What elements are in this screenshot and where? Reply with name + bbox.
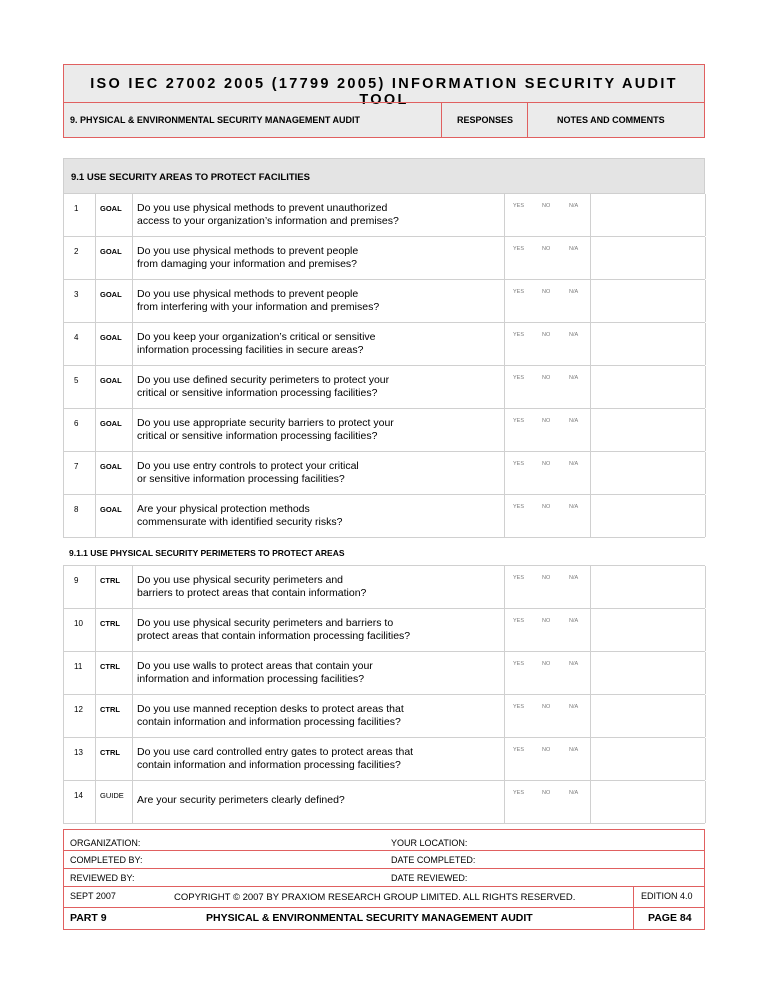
location-label: YOUR LOCATION: xyxy=(391,838,468,848)
page-number: PAGE 84 xyxy=(648,912,692,924)
response-yes[interactable]: YES xyxy=(513,203,525,209)
table-row xyxy=(63,280,705,323)
row-type: GOAL xyxy=(100,333,122,342)
response-yes[interactable]: YES xyxy=(513,246,525,252)
response-yes[interactable]: YES xyxy=(513,575,525,581)
question-text xyxy=(137,331,499,357)
response-cell xyxy=(504,781,591,823)
question-text xyxy=(137,746,499,772)
notes-cell[interactable] xyxy=(590,237,706,279)
question-text xyxy=(137,574,499,600)
row-type-cell xyxy=(94,323,133,365)
row-number: 12 xyxy=(74,705,83,714)
row-number: 4 xyxy=(74,333,79,342)
response-no[interactable]: NO xyxy=(542,246,551,252)
response-yes[interactable]: YES xyxy=(513,289,525,295)
question-line: Do you use physical methods to prevent people xyxy=(137,288,359,300)
response-cell xyxy=(504,323,591,365)
table-row xyxy=(63,194,705,237)
notes-cell[interactable] xyxy=(590,652,706,694)
row-number-cell xyxy=(63,652,96,694)
header-divider-vertical xyxy=(527,102,528,137)
question-cell xyxy=(132,695,505,737)
question-line: protect areas that contain information processing facilities? xyxy=(137,630,411,642)
response-cell xyxy=(504,738,591,780)
responses-heading: RESPONSES xyxy=(457,115,514,125)
row-type-cell xyxy=(94,280,133,322)
section-heading: 9. PHYSICAL & ENVIRONMENTAL SECURITY MANAGEMENT AUDIT xyxy=(70,115,361,125)
row-type-cell xyxy=(94,566,133,608)
table-row xyxy=(63,495,705,538)
response-na[interactable]: N/A xyxy=(569,289,579,295)
question-line: critical or sensitive information processing facilities? xyxy=(137,387,378,399)
response-yes[interactable]: YES xyxy=(513,747,525,753)
notes-cell[interactable] xyxy=(590,366,706,408)
response-yes[interactable]: YES xyxy=(513,418,525,424)
question-cell xyxy=(132,237,505,279)
table-row xyxy=(63,609,705,652)
question-cell xyxy=(132,738,505,780)
response-cell xyxy=(504,194,591,236)
part-title: PHYSICAL & ENVIRONMENTAL SECURITY MANAGEMENT AUDIT xyxy=(206,912,533,924)
row-type-cell xyxy=(94,652,133,694)
question-cell xyxy=(132,652,505,694)
row-number: 11 xyxy=(74,662,83,671)
subsection-title: 9.1.1 USE PHYSICAL SECURITY PERIMETERS TO PROTECT AREAS xyxy=(69,548,345,558)
response-na[interactable]: N/A xyxy=(569,332,579,338)
completed-by-label: COMPLETED BY: xyxy=(70,855,143,865)
date-reviewed-label: DATE REVIEWED: xyxy=(391,873,468,883)
table-row xyxy=(63,409,705,452)
question-line: commensurate with identified security risks? xyxy=(137,516,343,528)
response-yes[interactable]: YES xyxy=(513,375,525,381)
row-number-cell xyxy=(63,609,96,651)
row-type: CTRL xyxy=(100,705,120,714)
response-na[interactable]: N/A xyxy=(569,504,579,510)
question-text xyxy=(137,288,499,314)
question-line: Do you use physical security perimeters and xyxy=(137,574,344,586)
question-text xyxy=(137,417,499,443)
row-number-cell xyxy=(63,452,96,494)
notes-cell[interactable] xyxy=(590,609,706,651)
response-na[interactable]: N/A xyxy=(569,618,579,624)
row-number-cell xyxy=(63,495,96,537)
row-type: CTRL xyxy=(100,619,120,628)
question-cell xyxy=(132,280,505,322)
footer-divider xyxy=(64,907,704,908)
subsection-title-bar xyxy=(63,541,705,566)
question-line: information processing facilities in secure areas? xyxy=(137,344,364,356)
question-line: Do you use entry controls to protect your critical xyxy=(137,460,359,472)
notes-cell[interactable] xyxy=(590,280,706,322)
table-row xyxy=(63,237,705,280)
edition-label: EDITION 4.0 xyxy=(641,891,693,901)
row-number-cell xyxy=(63,323,96,365)
notes-cell[interactable] xyxy=(590,738,706,780)
section-title: 9.1 USE SECURITY AREAS TO PROTECT FACILITIES xyxy=(71,172,310,183)
question-line: barriers to protect areas that contain information? xyxy=(137,587,367,599)
footer-divider xyxy=(64,868,704,869)
row-number: 13 xyxy=(74,748,83,757)
header-divider xyxy=(64,102,704,103)
row-type: GUIDE xyxy=(100,791,124,800)
question-line: Are your physical protection methods xyxy=(137,503,310,515)
response-no[interactable]: NO xyxy=(542,661,551,667)
response-cell xyxy=(504,452,591,494)
question-line: Are your security perimeters clearly defined? xyxy=(137,794,345,806)
header-divider-vertical xyxy=(441,102,442,137)
row-number: 6 xyxy=(74,419,79,428)
footer-divider xyxy=(64,850,704,851)
question-line: Do you keep your organization’s critical or sensitive xyxy=(137,331,376,343)
response-na[interactable]: N/A xyxy=(569,790,579,796)
response-na[interactable]: N/A xyxy=(569,747,579,753)
response-cell xyxy=(504,695,591,737)
response-yes[interactable]: YES xyxy=(513,504,525,510)
row-number: 7 xyxy=(74,462,79,471)
question-line: access to your organization’s information and premises? xyxy=(137,215,399,227)
row-number-cell xyxy=(63,194,96,236)
question-line: from damaging your information and premises? xyxy=(137,258,358,270)
response-cell xyxy=(504,609,591,651)
question-line: critical or sensitive information processing facilities? xyxy=(137,430,378,442)
question-cell xyxy=(132,194,505,236)
row-type-cell xyxy=(94,495,133,537)
notes-cell[interactable] xyxy=(590,194,706,236)
question-text xyxy=(137,660,499,686)
question-cell xyxy=(132,781,505,823)
row-type: GOAL xyxy=(100,204,122,213)
response-cell xyxy=(504,652,591,694)
row-type-cell xyxy=(94,237,133,279)
row-type-cell xyxy=(94,609,133,651)
document-title: ISO IEC 27002 2005 (17799 2005) INFORMATION SECURITY AUDIT TOOL xyxy=(90,76,678,108)
response-no[interactable]: NO xyxy=(542,504,551,510)
response-cell xyxy=(504,566,591,608)
response-na[interactable]: N/A xyxy=(569,203,579,209)
response-no[interactable]: NO xyxy=(542,618,551,624)
question-text xyxy=(137,245,499,271)
row-type: CTRL xyxy=(100,662,120,671)
row-type-cell xyxy=(94,781,133,823)
row-number-cell xyxy=(63,566,96,608)
table-row xyxy=(63,452,705,495)
response-yes[interactable]: YES xyxy=(513,618,525,624)
table-row xyxy=(63,781,705,824)
row-number-cell xyxy=(63,366,96,408)
row-number-cell xyxy=(63,695,96,737)
question-line: from interfering with your information and premises? xyxy=(137,301,380,313)
row-number: 1 xyxy=(74,204,79,213)
question-cell xyxy=(132,409,505,451)
row-type-cell xyxy=(94,452,133,494)
row-number: 3 xyxy=(74,290,79,299)
question-line: Do you use physical security perimeters and barriers to xyxy=(137,617,394,629)
question-line: Do you use defined security perimeters to protect your xyxy=(137,374,390,386)
question-cell xyxy=(132,366,505,408)
question-text xyxy=(137,202,499,228)
question-cell xyxy=(132,495,505,537)
notes-cell[interactable] xyxy=(590,323,706,365)
response-cell xyxy=(504,237,591,279)
question-line: Do you use manned reception desks to protect areas that xyxy=(137,703,404,715)
response-na[interactable]: N/A xyxy=(569,418,579,424)
row-type: GOAL xyxy=(100,376,122,385)
question-cell xyxy=(132,566,505,608)
question-text xyxy=(137,460,499,486)
response-yes[interactable]: YES xyxy=(513,704,525,710)
row-number: 9 xyxy=(74,576,79,585)
question-line: Do you use physical methods to prevent people xyxy=(137,245,359,257)
question-text xyxy=(137,374,499,400)
row-type-cell xyxy=(94,695,133,737)
organization-label: ORGANIZATION: xyxy=(70,838,141,848)
notes-cell[interactable] xyxy=(590,452,706,494)
response-no[interactable]: NO xyxy=(542,747,551,753)
response-no[interactable]: NO xyxy=(542,289,551,295)
response-no[interactable]: NO xyxy=(542,575,551,581)
response-cell xyxy=(504,366,591,408)
response-yes[interactable]: YES xyxy=(513,461,525,467)
question-line: Do you use card controlled entry gates to protect areas that xyxy=(137,746,414,758)
question-cell xyxy=(132,452,505,494)
section-title-bar xyxy=(63,158,705,194)
notes-cell[interactable] xyxy=(590,781,706,823)
notes-cell[interactable] xyxy=(590,695,706,737)
row-type-cell xyxy=(94,194,133,236)
response-no[interactable]: NO xyxy=(542,461,551,467)
footer-divider-vertical xyxy=(633,886,634,930)
response-cell xyxy=(504,495,591,537)
response-na[interactable]: N/A xyxy=(569,575,579,581)
part-label: PART 9 xyxy=(70,912,107,924)
table-row xyxy=(63,366,705,409)
response-na[interactable]: N/A xyxy=(569,375,579,381)
row-type: GOAL xyxy=(100,247,122,256)
question-line: contain information and information processing facilities? xyxy=(137,759,401,771)
response-na[interactable]: N/A xyxy=(569,246,579,252)
row-type-cell xyxy=(94,738,133,780)
question-text xyxy=(137,503,499,529)
table-row xyxy=(63,566,705,609)
row-number: 10 xyxy=(74,619,83,628)
notes-heading: NOTES AND COMMENTS xyxy=(557,115,665,125)
response-no[interactable]: NO xyxy=(542,332,551,338)
response-cell xyxy=(504,280,591,322)
row-number: 8 xyxy=(74,505,79,514)
notes-cell[interactable] xyxy=(590,495,706,537)
response-no[interactable]: NO xyxy=(542,203,551,209)
row-number: 5 xyxy=(74,376,79,385)
response-na[interactable]: N/A xyxy=(569,704,579,710)
row-type: CTRL xyxy=(100,576,120,585)
table-row xyxy=(63,738,705,781)
response-na[interactable]: N/A xyxy=(569,661,579,667)
row-number-cell xyxy=(63,781,96,823)
date-completed-label: DATE COMPLETED: xyxy=(391,855,476,865)
row-type: GOAL xyxy=(100,505,122,514)
row-number: 14 xyxy=(74,791,83,800)
response-no[interactable]: NO xyxy=(542,704,551,710)
table-row xyxy=(63,695,705,738)
question-cell xyxy=(132,609,505,651)
question-line: information and information processing facilities? xyxy=(137,673,365,685)
response-no[interactable]: NO xyxy=(542,375,551,381)
response-yes[interactable]: YES xyxy=(513,332,525,338)
question-line: Do you use physical methods to prevent unauthorized xyxy=(137,202,388,214)
response-yes[interactable]: YES xyxy=(513,661,525,667)
table-row xyxy=(63,323,705,366)
row-number-cell xyxy=(63,237,96,279)
question-text xyxy=(137,794,499,807)
notes-cell[interactable] xyxy=(590,566,706,608)
question-text xyxy=(137,617,499,643)
question-line: Do you use walls to protect areas that contain your xyxy=(137,660,373,672)
row-number: 2 xyxy=(74,247,79,256)
reviewed-by-label: REVIEWED BY: xyxy=(70,873,135,883)
question-line: or sensitive information processing facilities? xyxy=(137,473,345,485)
row-type: GOAL xyxy=(100,419,122,428)
response-no[interactable]: NO xyxy=(542,418,551,424)
question-text xyxy=(137,703,499,729)
question-line: contain information and information processing facilities? xyxy=(137,716,401,728)
row-type: GOAL xyxy=(100,290,122,299)
row-number-cell xyxy=(63,409,96,451)
footer-divider xyxy=(64,886,704,887)
row-type: CTRL xyxy=(100,748,120,757)
table-row xyxy=(63,652,705,695)
audit-footer xyxy=(63,829,705,930)
row-number-cell xyxy=(63,738,96,780)
notes-cell[interactable] xyxy=(590,409,706,451)
response-no[interactable]: NO xyxy=(542,790,551,796)
release-date: SEPT 2007 xyxy=(70,891,116,901)
response-cell xyxy=(504,409,591,451)
row-type-cell xyxy=(94,366,133,408)
question-cell xyxy=(132,323,505,365)
response-na[interactable]: N/A xyxy=(569,461,579,467)
row-number-cell xyxy=(63,280,96,322)
question-line: Do you use appropriate security barriers to protect your xyxy=(137,417,394,429)
copyright-notice: COPYRIGHT © 2007 BY PRAXIOM RESEARCH GROUP LIMITED. ALL RIGHTS RESERVED. xyxy=(174,892,576,903)
row-type-cell xyxy=(94,409,133,451)
audit-header xyxy=(63,64,705,138)
row-type: GOAL xyxy=(100,462,122,471)
response-yes[interactable]: YES xyxy=(513,790,525,796)
